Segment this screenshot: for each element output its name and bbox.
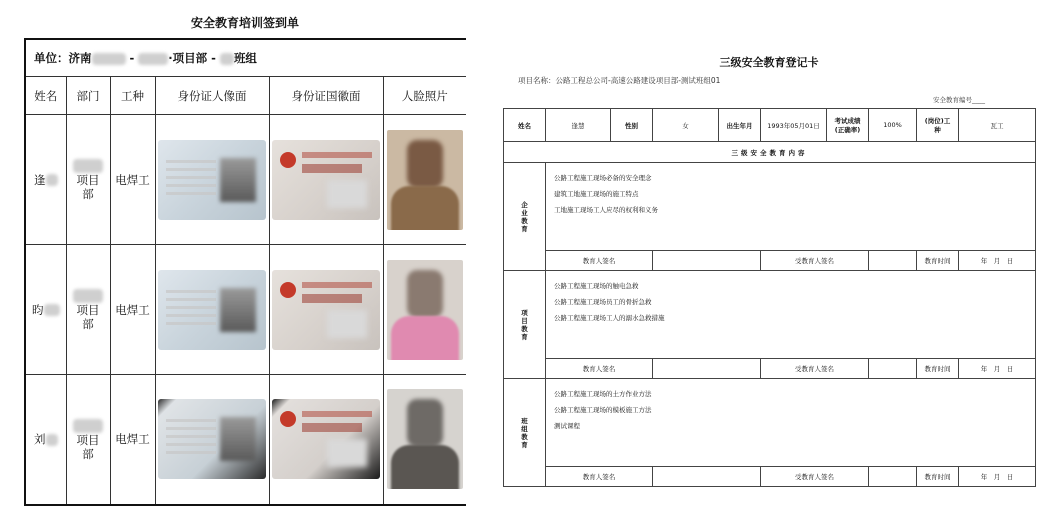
person-dept: 项目 部 [66,115,110,245]
time-label: 教育时间 [917,359,959,379]
face-photo [383,375,466,505]
face-image [387,260,463,360]
person-job: 电焊工 [110,115,155,245]
person-dept: 项目 部 [66,245,110,375]
table-row [25,245,466,375]
sign-row [504,251,1036,271]
signin-sheet-title: 安全教育培训签到单 [190,16,299,30]
section-label-company: 企 业 教 育 [504,163,546,271]
header-dept: 部门 [66,77,110,115]
id-back-photo [269,245,383,375]
sign-row [504,359,1036,379]
unit-end: 班组 [233,51,257,65]
header-name: 姓名 [25,77,66,115]
id-card-front-image [158,140,266,220]
redaction-blur [73,159,103,173]
list-item: 公路工程施工现场工人的溺水急救措施 [554,314,665,322]
person-name: 逢 [25,115,66,245]
signin-sheet [24,38,466,509]
post-label: (岗位)工 种 [917,109,959,142]
header-id-front: 身份证人像面 [155,77,269,115]
header-id-back: 身份证国徽面 [269,77,383,115]
receiver-sign-field[interactable] [869,251,917,271]
receiver-sign-field[interactable] [869,359,917,379]
id-front-photo [155,245,269,375]
gender-value: 女 [653,109,719,142]
date-field[interactable]: 年 月 日 [959,467,1036,487]
person-dept: 项目 部 [66,375,110,505]
name-label: 姓名 [504,109,546,142]
unit-label: 单位：济南 [34,51,92,65]
signin-table [24,38,466,506]
post-value: 瓦工 [959,109,1036,142]
educator-sign-label: 教育人签名 [546,359,653,379]
date-field[interactable]: 年 月 日 [959,251,1036,271]
section-label-team: 班 组 教 育 [504,379,546,487]
person-name: 刘 [25,375,66,505]
receiver-sign-label: 受教育人签名 [761,359,869,379]
id-back-photo [269,375,383,505]
id-card-front-image [158,399,266,479]
face-photo [383,115,466,245]
section-items [546,163,1036,251]
score-value: 100% [869,109,917,142]
list-item: 公路工程施工现场必备的安全理念 [554,174,652,182]
score-label: 考试成绩 (正确率) [827,109,869,142]
section-team [504,379,1036,467]
person-job: 电焊工 [110,375,155,505]
face-photo [383,245,466,375]
list-item: 工地施工现场工人应尽的权利和义务 [554,206,658,214]
person-name: 昀 [25,245,66,375]
gender-label: 性别 [611,109,653,142]
redaction-blur [138,53,168,65]
section-project [504,271,1036,359]
unit-mid: ·项目部 [168,51,208,65]
receiver-sign-label: 受教育人签名 [761,251,869,271]
id-card-front-image [158,270,266,350]
receiver-sign-label: 受教育人签名 [761,467,869,487]
face-image [387,130,463,230]
header-job: 工种 [110,77,155,115]
time-label: 教育时间 [917,467,959,487]
list-item: 公路工程施工现场的模板施工方法 [554,406,652,414]
list-item: 公路工程施工现场的土方作业方法 [554,390,652,398]
redaction-blur [46,434,58,446]
section-items [546,379,1036,467]
id-card-back-image [272,399,380,479]
section-company [504,163,1036,251]
registration-card-title: 三级安全教育登记卡 [719,56,819,69]
table-row [25,115,466,245]
redaction-blur [73,419,103,433]
content-header: 三级安全教育内容 [504,142,1036,163]
name-value: 逢慧 [546,109,611,142]
educator-sign-field[interactable] [653,467,761,487]
info-row [504,109,1036,142]
time-label: 教育时间 [917,251,959,271]
receiver-sign-field[interactable] [869,467,917,487]
educator-sign-label: 教育人签名 [546,467,653,487]
birth-label: 出生年月 [719,109,761,142]
date-field[interactable]: 年 月 日 [959,359,1036,379]
educator-sign-label: 教育人签名 [546,251,653,271]
redaction-blur [46,174,58,186]
id-card-back-image [272,140,380,220]
id-back-photo [269,115,383,245]
table-row [25,375,466,505]
redaction-blur [220,53,234,65]
id-front-photo [155,375,269,505]
section-items [546,271,1036,359]
birth-value: 1993年05月01日 [761,109,827,142]
redaction-blur [92,53,126,65]
list-item: 建筑工地施工现场的施工特点 [554,190,639,198]
redaction-blur [44,304,60,316]
educator-sign-field[interactable] [653,251,761,271]
id-card-back-image [272,270,380,350]
face-image [387,389,463,489]
list-item: 公路工程施工现场员工的骨折急救 [554,298,652,306]
list-item: 公路工程施工现场的触电急救 [554,282,639,290]
list-item: 测试课程 [554,422,580,430]
id-front-photo [155,115,269,245]
educator-sign-field[interactable] [653,359,761,379]
section-label-project: 项 目 教 育 [504,271,546,379]
sign-row [504,467,1036,487]
redaction-blur [73,289,103,303]
person-job: 电焊工 [110,245,155,375]
project-name: 项目名称：公路工程总公司-高速公路建设项目部-测试班组01 [518,76,721,85]
registration-card-table [503,108,1036,487]
unit-row: 单位：济南 - ·项目部 - 班组 [25,39,466,77]
education-code: 安全教育编号____ [933,96,985,104]
header-face-photo: 人脸照片 [383,77,466,115]
